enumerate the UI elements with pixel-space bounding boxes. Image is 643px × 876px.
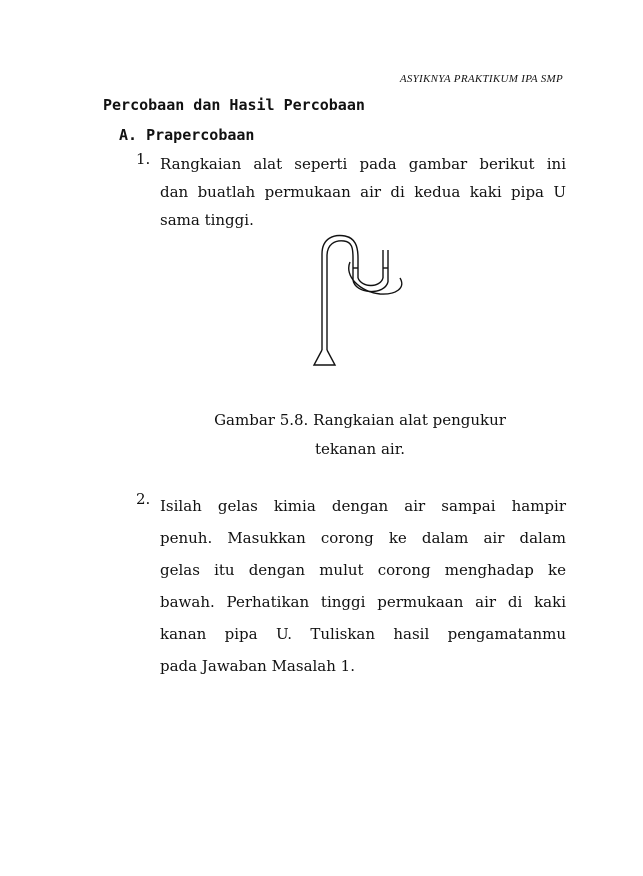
step-number: 2.	[136, 490, 151, 508]
u-bottom-inner	[358, 278, 383, 286]
step-number: 1.	[136, 150, 151, 168]
section-title: Percobaan dan Hasil Percobaan	[103, 96, 365, 114]
step-line: kanan pipa U. Tuliskan hasil pengamatanmu	[160, 625, 566, 643]
step-line: sama tinggi.	[160, 211, 254, 229]
step-line: bawah. Perhatikan tinggi permukaan air di kaki	[160, 593, 566, 611]
step-line: gelas itu dengan mulut corong menghadap ke	[160, 561, 566, 579]
step-1	[136, 150, 566, 234]
step-line: Rangkaian alat seperti pada gambar berikut ini	[160, 155, 566, 173]
step-2	[136, 490, 566, 682]
step-text	[160, 150, 566, 234]
figure-caption: Gambar 5.8. Rangkaian alat pengukur	[214, 411, 506, 429]
step-line: Isilah gelas kimia dengan air sampai hampir	[160, 497, 566, 515]
funnel	[314, 350, 335, 365]
figure-caption-continued: tekanan air.	[315, 440, 405, 458]
step-text	[160, 490, 566, 682]
u-tube-manometer-figure	[300, 232, 410, 372]
clamp-swirl	[349, 262, 402, 294]
running-header: ASYIKNYA PRAKTIKUM IPA SMP	[399, 73, 563, 85]
step-line: dan buatlah permukaan air di kedua kaki pipa U	[160, 183, 566, 201]
subsection-title: A. Prapercobaan	[119, 126, 255, 144]
u-tube-manometer-drawing	[300, 232, 410, 372]
step-line: penuh. Masukkan corong ke dalam air dalam	[160, 529, 566, 547]
tube-bend-inner	[327, 241, 353, 258]
step-line: pada Jawaban Masalah 1.	[160, 657, 355, 675]
